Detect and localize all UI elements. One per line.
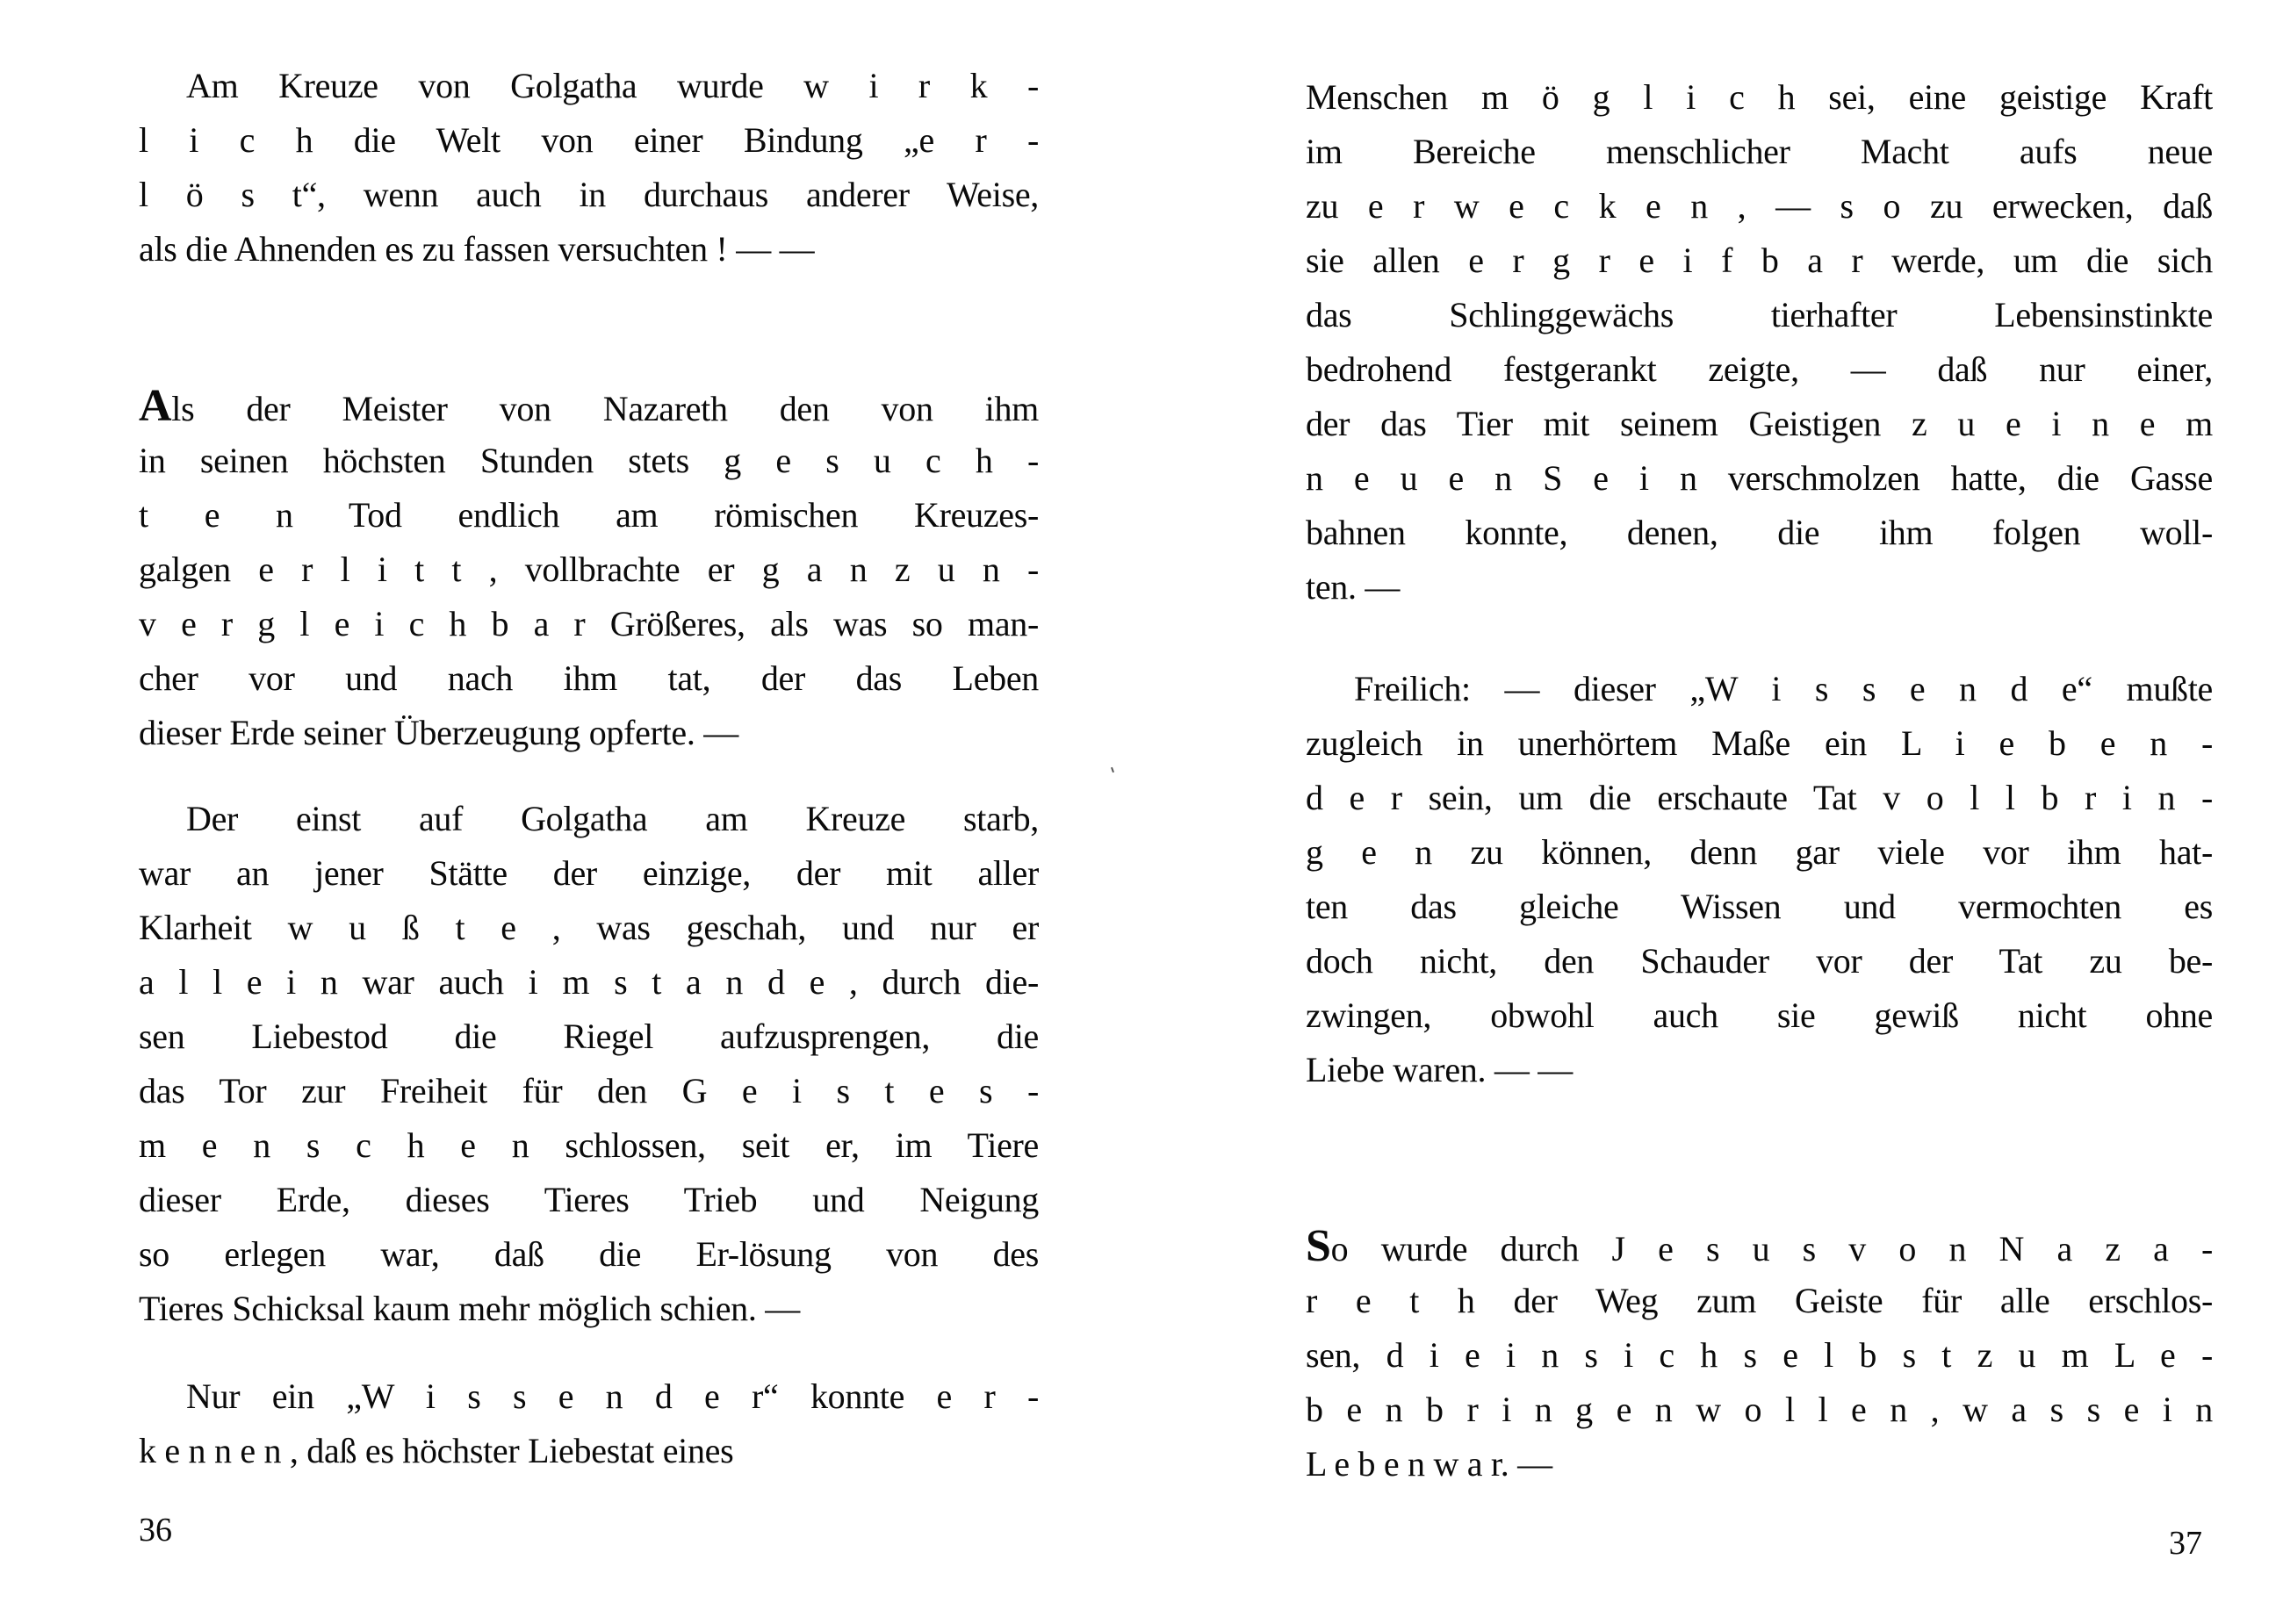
text-line: im Bereiche menschlicher Macht aufs neue	[1306, 132, 2213, 171]
right-page	[1142, 0, 2283, 1624]
text-line: sen, d i e i n s i c h s e l b s t z u m L e -	[1306, 1335, 2213, 1375]
text-line: war an jener Stätte der einzige, der mit aller	[139, 853, 1039, 893]
text-line: t e n Tod endlich am römischen Kreuzes-	[139, 495, 1039, 535]
text-line: das Schlinggewächs tierhafter Lebensinstinkte	[1306, 295, 2213, 334]
text-line: m e n s c h e n schlossen, seit er, im Tiere	[139, 1125, 1039, 1165]
text-line: so erlegen war, daß die Er-lösung von des	[139, 1234, 1039, 1274]
text-line: dieser Erde, dieses Tieres Trieb und Neigung	[139, 1180, 1039, 1219]
text-line: k e n n e n , daß es höchster Liebestat eines	[139, 1431, 734, 1470]
text-line: bedrohend festgerankt zeigte, — daß nur einer,	[1306, 349, 2213, 389]
text-line: L e b e n w a r. —	[1306, 1444, 1552, 1484]
text-line: dieser Erde seiner Überzeugung opferte. —	[139, 713, 738, 752]
text-line: bahnen konnte, denen, die ihm folgen woll-	[1306, 513, 2213, 552]
text-line: ten. —	[1306, 567, 1401, 607]
drop-initial: S	[1306, 1221, 1331, 1271]
line-text: ls der Meister von Nazareth den von ihm	[171, 389, 1039, 428]
text-line: doch nicht, den Schauder vor der Tat zu be-	[1306, 941, 2213, 981]
text-line	[1306, 1221, 2213, 1271]
drop-initial: A	[139, 381, 172, 431]
text-line: zu e r w e c k e n , — s o zu erwecken, daß	[1306, 186, 2213, 226]
text-line: sie allen e r g r e i f b a r werde, um die sich	[1306, 241, 2213, 280]
text-line: als die Ahnenden es zu fassen versuchten ! — —	[139, 229, 815, 269]
text-line: der das Tier mit seinem Geistigen z u e i n e m	[1306, 404, 2213, 443]
text-line: Tieres Schicksal kaum mehr möglich schien. —	[139, 1289, 800, 1328]
page-number-right: 37	[2169, 1525, 2202, 1562]
text-line: l ö s t“, wenn auch in durchaus anderer Weise,	[139, 175, 1039, 214]
text-line: Freilich: — dieser „W i s s e n d e“ mußte	[1354, 669, 2213, 708]
text-line: galgen e r l i t t , vollbrachte er g a n z u n -	[139, 550, 1039, 589]
text-line: v e r g l e i c h b a r Größeres, als was so man-	[139, 604, 1039, 643]
page-number-left: 36	[139, 1512, 172, 1549]
text-line: Klarheit w u ß t e , was geschah, und nur er	[139, 908, 1039, 947]
text-line: Nur ein „W i s s e n d e r“ konnte e r -	[186, 1376, 1039, 1416]
text-line: sen Liebestod die Riegel aufzusprengen, die	[139, 1017, 1039, 1056]
text-line: b e n b r i n g e n w o l l e n , w a s s e i n	[1306, 1390, 2213, 1429]
text-line: zugleich in unerhörtem Maße ein L i e b e n -	[1306, 723, 2213, 763]
text-line: ten das gleiche Wissen und vermochten es	[1306, 887, 2213, 926]
text-line: cher vor und nach ihm tat, der das Leben	[139, 658, 1039, 698]
text-line: g e n zu können, denn gar viele vor ihm hat-	[1306, 832, 2213, 872]
text-line: n e u e n S e i n verschmolzen hatte, die Gasse	[1306, 458, 2213, 498]
text-line: a l l e i n war auch i m s t a n d e , durch die-	[139, 962, 1039, 1002]
text-line: zwingen, obwohl auch sie gewiß nicht ohne	[1306, 995, 2213, 1035]
text-line: l i c h die Welt von einer Bindung „e r -	[139, 120, 1039, 160]
text-line: Liebe waren. — —	[1306, 1050, 1573, 1089]
text-line: das Tor zur Freiheit für den G e i s t e s -	[139, 1071, 1039, 1110]
text-line: d e r sein, um die erschaute Tat v o l l b r i n -	[1306, 778, 2213, 817]
text-line: Menschen m ö g l i c h sei, eine geistige Kraft	[1306, 77, 2213, 117]
text-line: Am Kreuze von Golgatha wurde w i r k -	[186, 66, 1039, 105]
text-line: r e t h der Weg zum Geiste für alle erschlos-	[1306, 1281, 2213, 1320]
line-text: o wurde durch J e s u s v o n N a z a -	[1330, 1229, 2213, 1268]
text-line: in seinen höchsten Stunden stets g e s u c h -	[139, 441, 1039, 480]
text-line: Der einst auf Golgatha am Kreuze starb,	[186, 799, 1039, 838]
text-line	[139, 381, 1039, 431]
